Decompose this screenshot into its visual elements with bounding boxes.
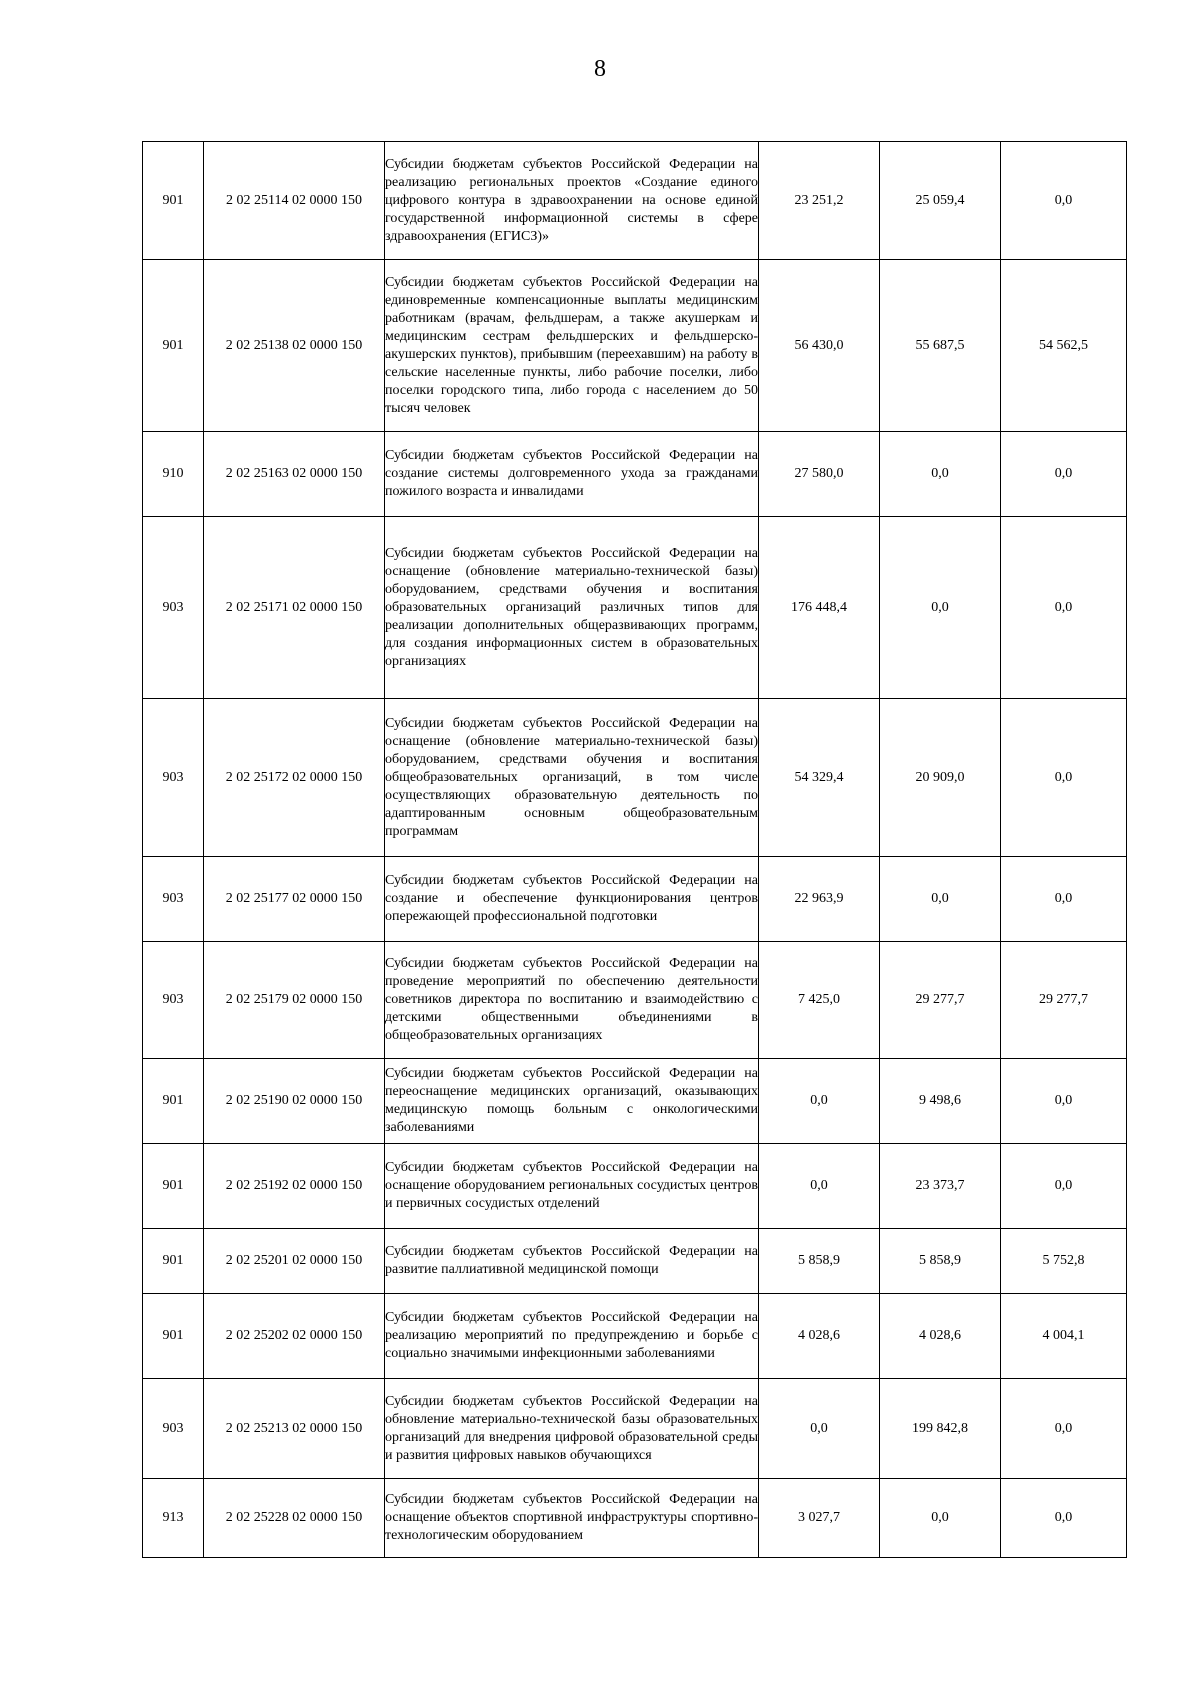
admin-code-cell: 903 <box>143 857 204 942</box>
revenue-name-cell: Субсидии бюджетам субъектов Российской Федерации на обновление материально-технической базы образовательных организаций для внедрения цифровой образовательной среды и развития цифровых навыков обучающихся <box>385 1379 759 1479</box>
revenue-name-cell: Субсидии бюджетам субъектов Российской Федерации на оснащение (обновление материально-технической базы) оборудованием, средствами обучения и воспитания образовательных организаций различных типов для реализации дополнительных общеразвивающих программ, для создания информационных систем в образовательных организациях <box>385 517 759 699</box>
admin-code-cell: 901 <box>143 1229 204 1294</box>
amount-year-1-cell: 5 858,9 <box>759 1229 880 1294</box>
revenue-name-cell: Субсидии бюджетам субъектов Российской Федерации на оснащение оборудованием региональных сосудистых центров и первичных сосудистых отделений <box>385 1144 759 1229</box>
table-row <box>143 1294 1127 1379</box>
revenue-name-cell: Субсидии бюджетам субъектов Российской Федерации на оснащение (обновление материально-технической базы) оборудованием, средствами обучения и воспитания общеобразовательных организаций, в том числе осуществляющих образовательную деятельность по адаптированным основным общеобразовательным программам <box>385 699 759 857</box>
amount-year-2-cell: 25 059,4 <box>880 142 1001 260</box>
amount-year-1-cell: 0,0 <box>759 1059 880 1144</box>
amount-year-3-cell: 5 752,8 <box>1001 1229 1127 1294</box>
budget-classification-code-cell: 2 02 25179 02 0000 150 <box>204 942 385 1059</box>
amount-year-3-cell: 0,0 <box>1001 142 1127 260</box>
revenue-name-cell: Субсидии бюджетам субъектов Российской Федерации на проведение мероприятий по обеспечению деятельности советников директора по воспитанию и взаимодействию с детскими общественными объединениями в общеобразовательных организациях <box>385 942 759 1059</box>
budget-classification-code-cell: 2 02 25163 02 0000 150 <box>204 432 385 517</box>
budget-classification-code-cell: 2 02 25228 02 0000 150 <box>204 1479 385 1558</box>
amount-year-3-cell: 0,0 <box>1001 1144 1127 1229</box>
budget-revenue-table <box>142 141 1127 1558</box>
budget-classification-code-cell: 2 02 25177 02 0000 150 <box>204 857 385 942</box>
amount-year-3-cell: 29 277,7 <box>1001 942 1127 1059</box>
amount-year-1-cell: 4 028,6 <box>759 1294 880 1379</box>
amount-year-3-cell: 0,0 <box>1001 1379 1127 1479</box>
admin-code-cell: 901 <box>143 1294 204 1379</box>
revenue-name-cell: Субсидии бюджетам субъектов Российской Федерации на переоснащение медицинских организаций, оказывающих медицинскую помощь больным с онкологическими заболеваниями <box>385 1059 759 1144</box>
admin-code-cell: 903 <box>143 942 204 1059</box>
table-row <box>143 942 1127 1059</box>
revenue-name-cell: Субсидии бюджетам субъектов Российской Федерации на создание системы долговременного ухода за гражданами пожилого возраста и инвалидами <box>385 432 759 517</box>
table-row <box>143 432 1127 517</box>
table-row <box>143 1144 1127 1229</box>
amount-year-2-cell: 0,0 <box>880 432 1001 517</box>
admin-code-cell: 901 <box>143 142 204 260</box>
revenue-name-cell: Субсидии бюджетам субъектов Российской Федерации на единовременные компенсационные выплаты медицинским работникам (врачам, фельдшерам, а также акушеркам и медицинским сестрам фельдшерских и фельдшерско-акушерских пунктов), прибывшим (переехавшим) на работу в сельские населенные пункты, либо рабочие поселки, либо поселки городского типа, либо города с населением до 50 тысяч человек <box>385 260 759 432</box>
amount-year-2-cell: 9 498,6 <box>880 1059 1001 1144</box>
amount-year-1-cell: 7 425,0 <box>759 942 880 1059</box>
amount-year-1-cell: 0,0 <box>759 1379 880 1479</box>
revenue-name-cell: Субсидии бюджетам субъектов Российской Федерации на оснащение объектов спортивной инфраструктуры спортивно-технологическим оборудованием <box>385 1479 759 1558</box>
table-row <box>143 857 1127 942</box>
table-row <box>143 1229 1127 1294</box>
budget-classification-code-cell: 2 02 25172 02 0000 150 <box>204 699 385 857</box>
admin-code-cell: 903 <box>143 517 204 699</box>
amount-year-3-cell: 0,0 <box>1001 1059 1127 1144</box>
amount-year-3-cell: 0,0 <box>1001 517 1127 699</box>
budget-classification-code-cell: 2 02 25213 02 0000 150 <box>204 1379 385 1479</box>
budget-classification-code-cell: 2 02 25190 02 0000 150 <box>204 1059 385 1144</box>
table-row <box>143 142 1127 260</box>
amount-year-3-cell: 0,0 <box>1001 1479 1127 1558</box>
amount-year-3-cell: 0,0 <box>1001 857 1127 942</box>
table-row <box>143 1379 1127 1479</box>
budget-classification-code-cell: 2 02 25138 02 0000 150 <box>204 260 385 432</box>
amount-year-1-cell: 56 430,0 <box>759 260 880 432</box>
amount-year-3-cell: 0,0 <box>1001 699 1127 857</box>
amount-year-3-cell: 0,0 <box>1001 432 1127 517</box>
budget-classification-code-cell: 2 02 25171 02 0000 150 <box>204 517 385 699</box>
budget-classification-code-cell: 2 02 25201 02 0000 150 <box>204 1229 385 1294</box>
admin-code-cell: 903 <box>143 1379 204 1479</box>
amount-year-1-cell: 22 963,9 <box>759 857 880 942</box>
table-row <box>143 260 1127 432</box>
amount-year-2-cell: 5 858,9 <box>880 1229 1001 1294</box>
admin-code-cell: 913 <box>143 1479 204 1558</box>
budget-classification-code-cell: 2 02 25192 02 0000 150 <box>204 1144 385 1229</box>
amount-year-2-cell: 0,0 <box>880 857 1001 942</box>
admin-code-cell: 901 <box>143 1059 204 1144</box>
revenue-name-cell: Субсидии бюджетам субъектов Российской Федерации на реализацию региональных проектов «Создание единого цифрового контура в здравоохранении на основе единой государственной информационной системы в сфере здравоохранения (ЕГИСЗ)» <box>385 142 759 260</box>
table-row <box>143 517 1127 699</box>
page-number: 8 <box>594 56 606 82</box>
amount-year-1-cell: 27 580,0 <box>759 432 880 517</box>
table-row <box>143 699 1127 857</box>
amount-year-3-cell: 4 004,1 <box>1001 1294 1127 1379</box>
amount-year-2-cell: 23 373,7 <box>880 1144 1001 1229</box>
table-row <box>143 1059 1127 1144</box>
budget-classification-code-cell: 2 02 25114 02 0000 150 <box>204 142 385 260</box>
amount-year-2-cell: 29 277,7 <box>880 942 1001 1059</box>
revenue-name-cell: Субсидии бюджетам субъектов Российской Федерации на развитие паллиативной медицинской помощи <box>385 1229 759 1294</box>
revenue-name-cell: Субсидии бюджетам субъектов Российской Федерации на создание и обеспечение функционирования центров опережающей профессиональной подготовки <box>385 857 759 942</box>
budget-classification-code-cell: 2 02 25202 02 0000 150 <box>204 1294 385 1379</box>
amount-year-2-cell: 4 028,6 <box>880 1294 1001 1379</box>
revenue-name-cell: Субсидии бюджетам субъектов Российской Федерации на реализацию мероприятий по предупреждению и борьбе с социально значимыми инфекционными заболеваниями <box>385 1294 759 1379</box>
table-row <box>143 1479 1127 1558</box>
amount-year-1-cell: 23 251,2 <box>759 142 880 260</box>
admin-code-cell: 910 <box>143 432 204 517</box>
amount-year-3-cell: 54 562,5 <box>1001 260 1127 432</box>
amount-year-2-cell: 0,0 <box>880 517 1001 699</box>
amount-year-1-cell: 176 448,4 <box>759 517 880 699</box>
admin-code-cell: 901 <box>143 260 204 432</box>
admin-code-cell: 901 <box>143 1144 204 1229</box>
admin-code-cell: 903 <box>143 699 204 857</box>
amount-year-1-cell: 54 329,4 <box>759 699 880 857</box>
amount-year-1-cell: 3 027,7 <box>759 1479 880 1558</box>
amount-year-2-cell: 20 909,0 <box>880 699 1001 857</box>
amount-year-1-cell: 0,0 <box>759 1144 880 1229</box>
amount-year-2-cell: 55 687,5 <box>880 260 1001 432</box>
amount-year-2-cell: 0,0 <box>880 1479 1001 1558</box>
amount-year-2-cell: 199 842,8 <box>880 1379 1001 1479</box>
